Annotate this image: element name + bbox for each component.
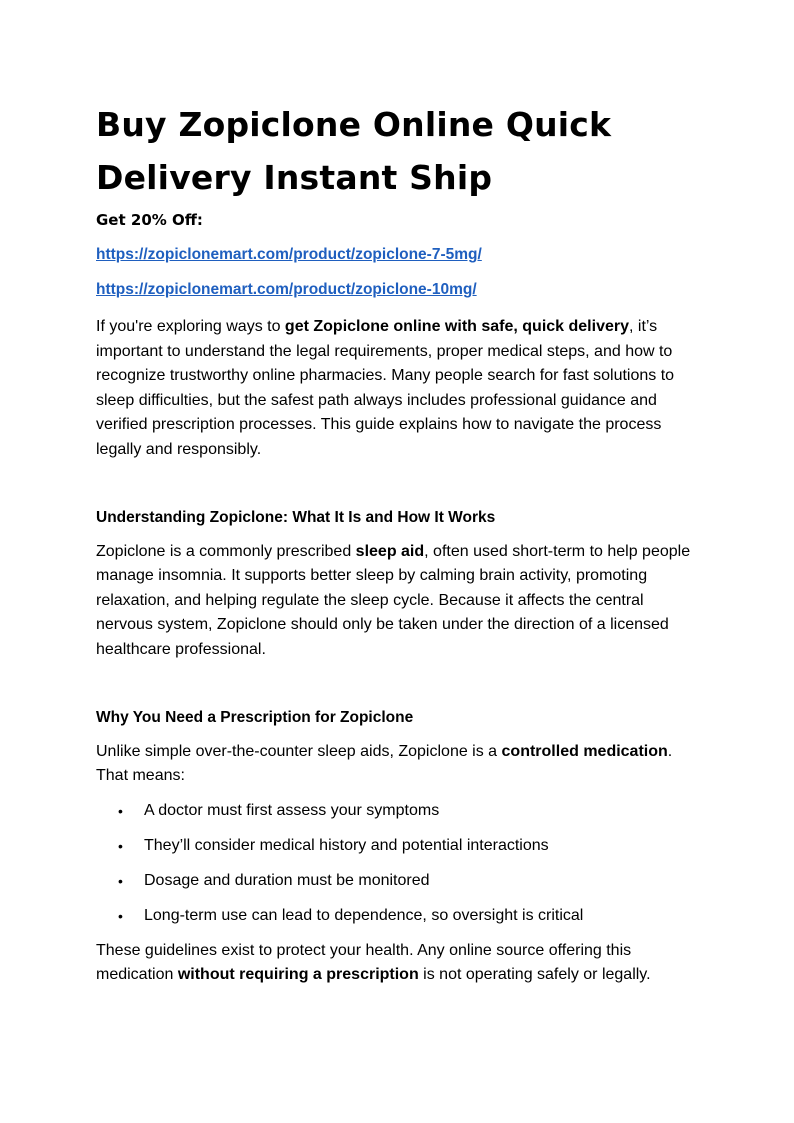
list-item-text: Long-term use can lead to dependence, so oversight is critical	[144, 906, 584, 924]
prescription-text-2: . That means:	[96, 742, 673, 785]
bullet-icon: •	[118, 872, 123, 889]
list-item-text: Dosage and duration must be monitored	[144, 871, 430, 889]
understanding-bold-text: sleep aid	[355, 542, 425, 560]
prescription-bold-text: controlled medication	[501, 742, 668, 760]
list-item	[96, 869, 700, 893]
bullet-icon: •	[118, 907, 123, 924]
document-page	[96, 98, 700, 998]
bullet-icon: •	[118, 802, 123, 819]
offer-text: Get 20% Off:	[96, 211, 203, 229]
understanding-text-2: , often used short-term to help people manage insomnia. It supports better sleep by calming brain activity, promoting relaxation, and helping regulate the sleep cycle. Because it affects the central nervous system, Zopiclone should only be taken under the direction of a licensed healthcare professional.	[96, 542, 691, 658]
section-heading-understanding: Understanding Zopiclone: What It Is and How It Works	[96, 508, 496, 526]
section-heading-prescription: Why You Need a Prescription for Zopiclone	[96, 708, 414, 726]
understanding-paragraph	[96, 540, 700, 663]
list-item	[96, 799, 700, 823]
closing-text-2: is not operating safely or legally.	[418, 966, 651, 984]
intro-text-2: , it’s important to understand the legal requirements, proper medical steps, and how to recognize trustworthy online pharmacies. Many people search for fast solutions to sleep difficulties, but the safest path always includes professional guidance and verified prescription processes. This guide explains how to navigate the process legally and responsibly.	[96, 318, 675, 458]
page-title: Buy Zopiclone Online Quick Delivery Instant Ship	[96, 105, 612, 197]
closing-text-1: These guidelines exist to protect your health. Any online source offering this medication	[96, 941, 632, 984]
closing-bold-text: without requiring a prescription	[177, 966, 419, 984]
intro-paragraph	[96, 315, 700, 463]
requirements-list	[96, 799, 700, 928]
intro-text-1: If you're exploring ways to	[96, 318, 285, 335]
prescription-text-1: Unlike simple over-the-counter sleep aids, Zopiclone is a	[96, 742, 502, 760]
product-link-7-5mg[interactable]: https://zopiclonemart.com/product/zopiclone-7-5mg/	[96, 246, 482, 263]
bullet-icon: •	[118, 837, 123, 854]
prescription-paragraph	[96, 740, 700, 789]
list-item-text: A doctor must first assess your symptoms	[144, 801, 440, 819]
list-item	[96, 904, 700, 928]
intro-bold-text: get Zopiclone online with safe, quick delivery	[284, 318, 629, 335]
list-item	[96, 834, 700, 858]
understanding-text-1: Zopiclone is a commonly prescribed	[96, 542, 356, 560]
closing-paragraph	[96, 939, 700, 988]
product-link-10mg[interactable]: https://zopiclonemart.com/product/zopiclone-10mg/	[96, 281, 477, 298]
list-item-text: They’ll consider medical history and potential interactions	[144, 836, 549, 854]
